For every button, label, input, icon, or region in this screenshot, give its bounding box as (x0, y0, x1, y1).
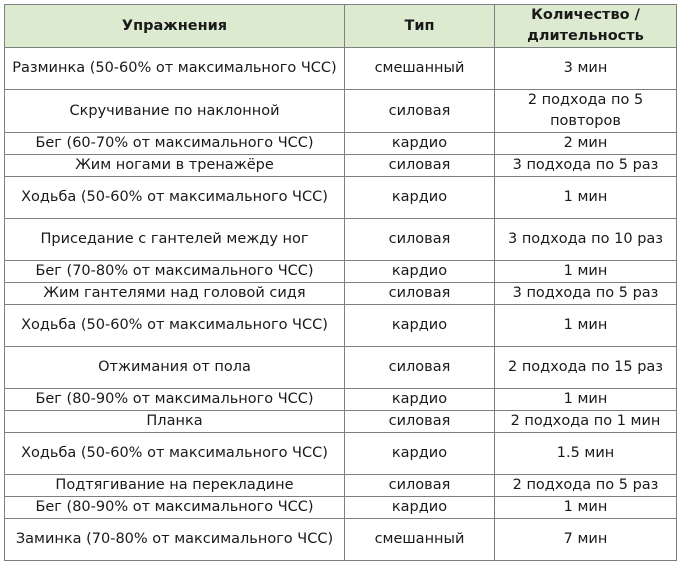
cell-exercise: Жим гантелями над головой сидя (5, 283, 345, 305)
cell-type: силовая (345, 90, 495, 133)
cell-exercise: Разминка (50-60% от максимального ЧСС) (5, 48, 345, 90)
table-row (5, 305, 677, 347)
table-row (5, 347, 677, 389)
cell-type: силовая (345, 347, 495, 389)
table-row (5, 283, 677, 305)
cell-type: силовая (345, 283, 495, 305)
cell-exercise: Планка (5, 411, 345, 433)
workout-table (4, 4, 677, 561)
table-row (5, 219, 677, 261)
header-quantity: Количество / длительность (495, 5, 677, 48)
cell-quantity: 2 мин (495, 133, 677, 155)
table-row (5, 411, 677, 433)
cell-quantity: 3 мин (495, 48, 677, 90)
cell-type: силовая (345, 219, 495, 261)
cell-exercise: Бег (60-70% от максимального ЧСС) (5, 133, 345, 155)
cell-exercise: Подтягивание на перекладине (5, 475, 345, 497)
table-row (5, 261, 677, 283)
table-row (5, 177, 677, 219)
cell-quantity: 1 мин (495, 305, 677, 347)
cell-quantity: 2 подхода по 1 мин (495, 411, 677, 433)
table-row (5, 155, 677, 177)
table-row (5, 48, 677, 90)
cell-type: силовая (345, 155, 495, 177)
cell-quantity: 3 подхода по 5 раз (495, 155, 677, 177)
cell-exercise: Ходьба (50-60% от максимального ЧСС) (5, 177, 345, 219)
cell-quantity: 1 мин (495, 389, 677, 411)
table-row (5, 389, 677, 411)
cell-type: кардио (345, 389, 495, 411)
table-row (5, 90, 677, 133)
cell-exercise: Ходьба (50-60% от максимального ЧСС) (5, 433, 345, 475)
table-row (5, 497, 677, 519)
cell-type: кардио (345, 177, 495, 219)
cell-exercise: Бег (70-80% от максимального ЧСС) (5, 261, 345, 283)
cell-quantity: 2 подхода по 5 раз (495, 475, 677, 497)
cell-type: кардио (345, 305, 495, 347)
cell-type: смешанный (345, 519, 495, 561)
cell-type: кардио (345, 497, 495, 519)
cell-quantity: 1 мин (495, 177, 677, 219)
cell-exercise: Отжимания от пола (5, 347, 345, 389)
table-row (5, 133, 677, 155)
cell-type: кардио (345, 261, 495, 283)
table-header-row (5, 5, 677, 48)
cell-quantity: 3 подхода по 5 раз (495, 283, 677, 305)
header-type: Тип (345, 5, 495, 48)
cell-exercise: Заминка (70-80% от максимального ЧСС) (5, 519, 345, 561)
cell-quantity: 7 мин (495, 519, 677, 561)
cell-quantity: 1.5 мин (495, 433, 677, 475)
cell-exercise: Бег (80-90% от максимального ЧСС) (5, 497, 345, 519)
cell-quantity: 1 мин (495, 261, 677, 283)
cell-type: кардио (345, 133, 495, 155)
cell-exercise: Ходьба (50-60% от максимального ЧСС) (5, 305, 345, 347)
cell-type: силовая (345, 411, 495, 433)
table-row (5, 475, 677, 497)
cell-quantity: 2 подхода по 5 повторов (495, 90, 677, 133)
cell-type: силовая (345, 475, 495, 497)
table-row (5, 519, 677, 561)
table-row (5, 433, 677, 475)
cell-exercise: Бег (80-90% от максимального ЧСС) (5, 389, 345, 411)
cell-exercise: Жим ногами в тренажёре (5, 155, 345, 177)
header-exercise: Упражнения (5, 5, 345, 48)
cell-quantity: 1 мин (495, 497, 677, 519)
cell-type: смешанный (345, 48, 495, 90)
cell-type: кардио (345, 433, 495, 475)
cell-exercise: Приседание с гантелей между ног (5, 219, 345, 261)
cell-exercise: Скручивание по наклонной (5, 90, 345, 133)
cell-quantity: 2 подхода по 15 раз (495, 347, 677, 389)
cell-quantity: 3 подхода по 10 раз (495, 219, 677, 261)
